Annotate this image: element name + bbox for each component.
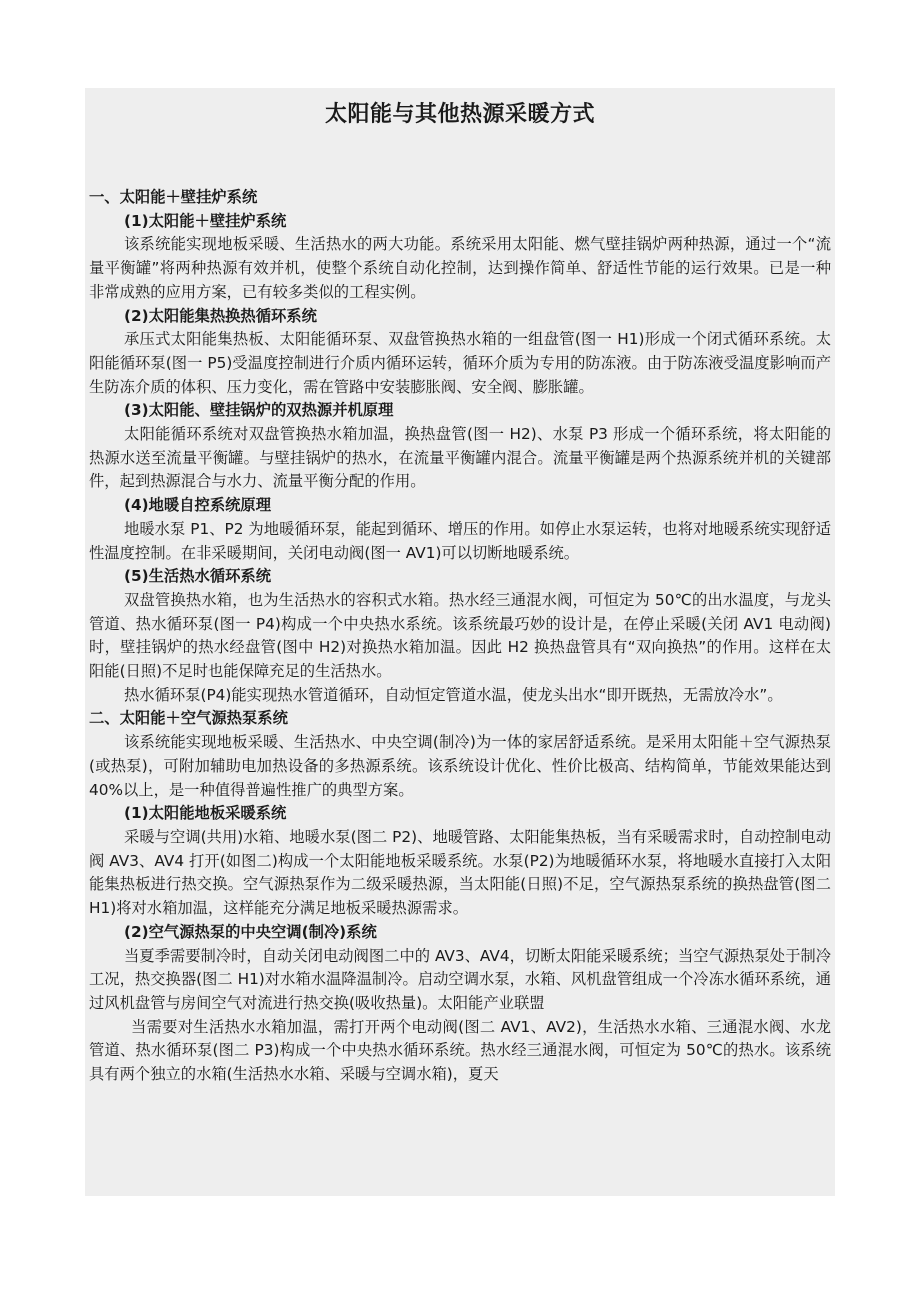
paragraph: 该系统能实现地板采暖、生活热水的两大功能。系统采用太阳能、燃气壁挂锅炉两种热源，通过一个“流量平衡罐”将两种热源有效并机，使整个系统自动化控制，达到操作简单、舒适性节能的运行效果。已是一种非常成熟的应用方案，已有较多类似的工程实例。 [89, 235, 831, 301]
subsection-heading-2-2: (2)空气源热泵的中央空调(制冷)系统 [124, 922, 377, 941]
paragraph: 该系统能实现地板采暖、生活热水、中央空调(制冷)为一体的家居舒适系统。是采用太阳能＋空气源热泵(或热泵)，可附加辅助电加热设备的多热源系统。该系统设计优化、性价比极高、结构简单，节能效果能达到 40%以上，是一种值得普遍性推广的典型方案。 [89, 733, 831, 799]
subsection-heading-1-1: (1)太阳能＋壁挂炉系统 [124, 211, 287, 230]
section-heading-1: 一、太阳能＋壁挂炉系统 [89, 188, 258, 206]
section-heading-2: 二、太阳能＋空气源热泵系统 [89, 709, 288, 728]
paragraph: 采暖与空调(共用)水箱、地暖水泵(图二 P2)、地暖管路、太阳能集热板，当有采暖需求时，自动控制电动阀 AV3、AV4 打开(如图二)构成一个太阳能地板采暖系统。水泵(P2)为地暖循环水泵，将地暖水直接打入太阳能集热板进行热交换。空气源热泵作为二级采暖热源，当太阳能(日照)不足，空气源热泵系统的换热盘管(图二 H1)将对水箱加温，这样能充分满足地板采暖热源需求。 [89, 827, 831, 918]
subsection-heading-1-2: (2)太阳能集热换热循环系统 [124, 306, 317, 325]
subsection-heading-1-5: (5)生活热水循环系统 [124, 567, 272, 586]
document-title: 太阳能与其他热源采暖方式 [324, 102, 595, 127]
subsection-heading-2-1: (1)太阳能地板采暖系统 [124, 804, 287, 823]
paragraph: 承压式太阳能集热板、太阳能循环泵、双盘管换热水箱的一组盘管(图一 H1)形成一个闭式循环系统。太阳能循环泵(图一 P5)受温度控制进行介质内循环运转，循环介质为专用的防冻液。由于防冻液受温度影响而产生防冻介质的体积、压力变化，需在管路中安装膨胀阀、安全阀、膨胀罐。 [89, 330, 831, 396]
subsection-heading-1-4: (4)地暖自控系统原理 [124, 496, 272, 515]
paragraph: 当需要对生活热水水箱加温，需打开两个电动阀(图二 AV1、AV2)，生活热水水箱、三通混水阀、水龙管道、热水循环泵(图二 P3)构成一个中央热水循环系统。热水经三通混水阀，可恒定为 50℃的热水。该系统具有两个独立的水箱(生活热水水箱、采暖与空调水箱)，夏天 [89, 1017, 831, 1084]
document-body [89, 186, 831, 1087]
paragraph: 地暖水泵 P1、P2 为地暖循环泵，能起到循环、增压的作用。如停止水泵运转，也将对地暖系统实现舒适性温度控制。在非采暖期间，关闭电动阀(图一 AV1)可以切断地暖系统。 [89, 519, 831, 562]
paragraph: 双盘管换热水箱，也为生活热水的容积式水箱。热水经三通混水阀，可恒定为 50℃的出水温度，与龙头管道、热水循环泵(图一 P4)构成一个中央热水系统。该系统最巧妙的设计是，在停止采暖(关闭 AV1 电动阀)时，壁挂锅炉的热水经盘管(图中 H2)对换热水箱加温。因此 H2 换热盘管具有“双向换热”的作用。这样在太阳能(日照)不足时也能保障充足的生活热水。 [89, 590, 831, 681]
paragraph: 太阳能循环系统对双盘管换热水箱加温，换热盘管(图一 H2)、水泵 P3 形成一个循环系统，将太阳能的热源水送至流量平衡罐。与壁挂锅炉的热水，在流量平衡罐内混合。流量平衡罐是两个热源系统并机的关键部件，起到热源混合与水力、流量平衡分配的作用。 [89, 425, 831, 491]
document-page [85, 88, 835, 1196]
paragraph: 热水循环泵(P4)能实现热水管道循环，自动恒定管道水温，使龙头出水“即开既热，无需放冷水”。 [124, 685, 783, 704]
paragraph: 当夏季需要制冷时，自动关闭电动阀图二中的 AV3、AV4，切断太阳能采暖系统；当空气源热泵处于制冷工况，热交换器(图二 H1)对水箱水温降温制冷。启动空调水泵，水箱、风机盘管组成一个冷冻水循环系统，通过风机盘管与房间空气对流进行热交换(吸收热量)。太阳能产业联盟 [89, 946, 831, 1012]
subsection-heading-1-3: (3)太阳能、壁挂锅炉的双热源并机原理 [124, 401, 394, 420]
